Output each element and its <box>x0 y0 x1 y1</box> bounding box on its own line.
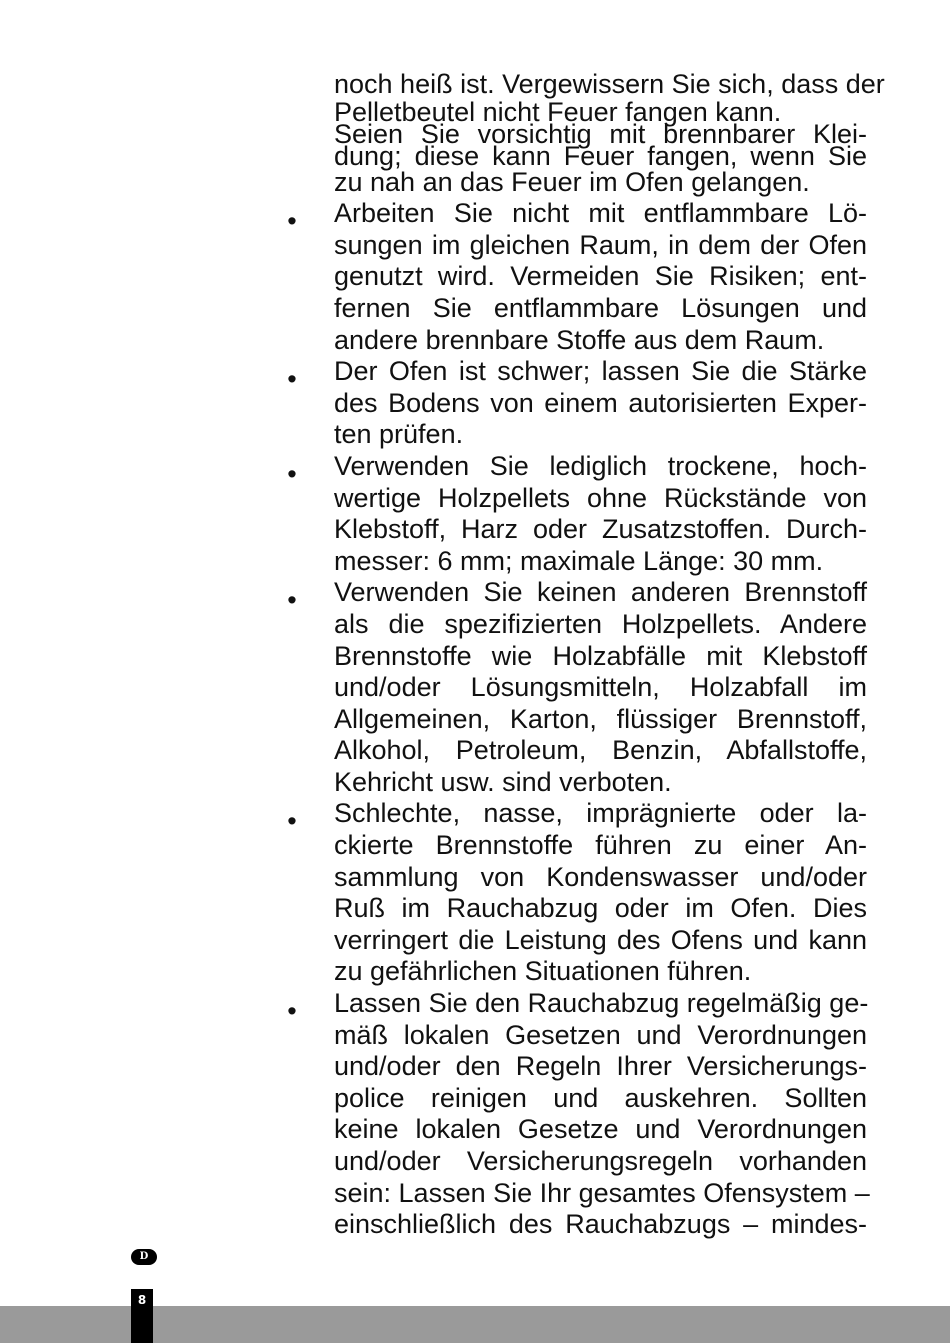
text-line: und/oder den Regeln Ihrer Versicherungs- <box>334 1051 867 1082</box>
text-line: einschließlich des Rauchabzugs – mindes- <box>334 1209 867 1240</box>
text-line: Lassen Sie den Rauchabzug regelmäßig ge- <box>334 988 869 1019</box>
text-line: sein: Lassen Sie Ihr gesamtes Ofensystem – <box>334 1177 870 1208</box>
text-line: und/oder Versicherungsregeln vorhanden <box>334 1146 867 1176</box>
text-line: fernen Sie entflammbare Lösungen und <box>334 292 867 323</box>
text-line: und/oder Lösungsmitteln, Holzabfall im <box>334 672 867 703</box>
text-line: ten prüfen. <box>334 419 464 450</box>
bullet-icon: • <box>287 364 297 394</box>
text-line: Ruß im Rauchabzug oder im Ofen. Dies <box>334 893 867 924</box>
text-line: Klebstoff, Harz oder Zusatzstoffen. Durch- <box>334 514 867 545</box>
bullet-item <box>334 577 867 798</box>
text-line: Kehricht usw. sind verboten. <box>334 766 672 797</box>
bullet-item <box>334 451 867 577</box>
text-line: verringert die Leistung des Ofens und kann <box>334 924 867 955</box>
text-line: Schlechte, nasse, imprägnierte oder la- <box>334 798 867 829</box>
text-line: ckierte Brennstoffe führen zu einer An- <box>334 830 867 861</box>
text-line: genutzt wird. Vermeiden Sie Risiken; ent- <box>334 261 867 292</box>
bullet-icon: • <box>287 206 297 236</box>
text-line: Arbeiten Sie nicht mit entflammbare Lö- <box>334 198 867 229</box>
body-text <box>334 69 885 1241</box>
bullet-item <box>334 988 870 1241</box>
text-line: Brennstoffe wie Holzabfälle mit Klebstoff <box>334 640 867 671</box>
text-line: messer: 6 mm; maximale Länge: 30 mm. <box>334 545 824 576</box>
text-line: zu gefährlichen Situationen führen. <box>334 956 752 987</box>
text-line: Der Ofen ist schwer; lassen Sie die Stärke <box>334 356 867 387</box>
text-line: zu nah an das Feuer im Ofen gelangen. <box>334 166 810 197</box>
text-line: sungen im gleichen Raum, in dem der Ofen <box>334 229 867 260</box>
text-line: noch heiß ist. Vergewissern Sie sich, dass der <box>334 69 885 99</box>
bullet-item <box>334 198 867 356</box>
text-line: als die spezifizierten Holzpellets. Andere <box>334 608 867 639</box>
text-line: dung; diese kann Feuer fangen, wenn Sie <box>334 140 867 171</box>
text-line: Alkohol, Petroleum, Benzin, Abfallstoffe, <box>334 735 867 766</box>
text-line: Seien Sie vorsichtig mit brennbarer Klei- <box>334 118 867 149</box>
text-line: sammlung von Kondenswasser und/oder <box>334 861 867 892</box>
bullet-icon: • <box>287 459 297 489</box>
text-line: Pelletbeutel nicht Feuer fangen kann. <box>334 96 782 127</box>
text-line: Allgemeinen, Karton, flüssiger Brennstoff, <box>334 703 867 734</box>
bullet-icon: • <box>287 585 297 615</box>
text-line: keine lokalen Gesetze und Verordnungen <box>334 1114 867 1145</box>
bullet-item <box>334 356 867 451</box>
text-line: andere brennbare Stoffe aus dem Raum. <box>334 324 825 355</box>
text-line: wertige Holzpellets ohne Rückstände von <box>334 482 867 513</box>
page-number: 8 <box>131 1289 153 1343</box>
bullet-item <box>334 798 867 988</box>
text-line: mäß lokalen Gesetzen und Verordnungen <box>334 1019 867 1050</box>
text-line: police reinigen und auskehren. Sollten <box>334 1082 867 1113</box>
bullet-icon: • <box>287 996 297 1026</box>
bullet-icon: • <box>287 806 297 836</box>
language-badge: D <box>131 1249 157 1265</box>
text-line: des Bodens von einem autorisierten Exper- <box>334 387 867 418</box>
text-line: Verwenden Sie lediglich trockene, hoch- <box>334 450 867 481</box>
text-line: Verwenden Sie keinen anderen Brennstoff <box>334 577 867 608</box>
